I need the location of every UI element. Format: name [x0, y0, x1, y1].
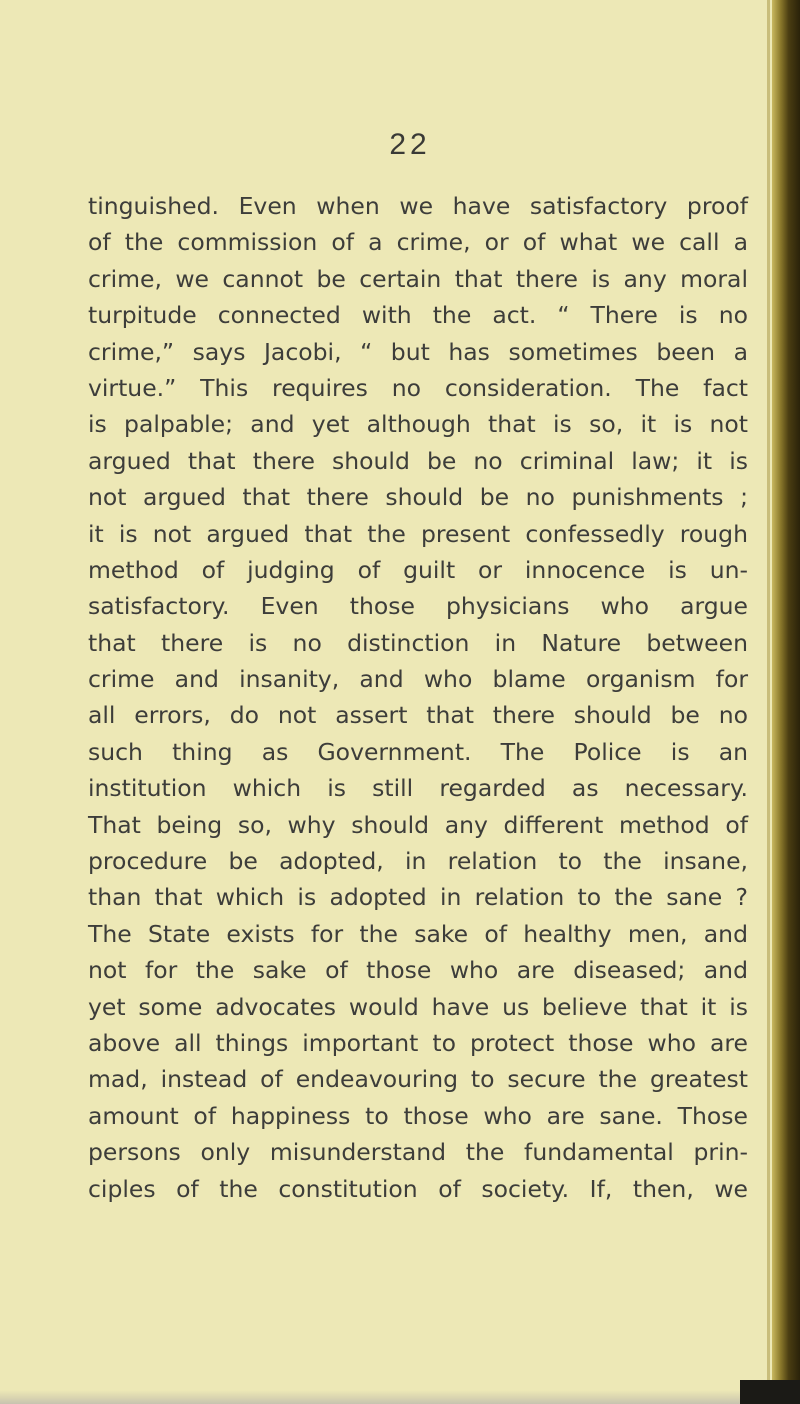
scan-corner-shadow: [740, 1380, 800, 1404]
text-line: virtue.” This requires no consideration. The fact: [88, 373, 748, 402]
text-line: yet some advocates would have us believe that it is: [88, 992, 748, 1021]
book-binding-edge: [772, 0, 800, 1404]
text-line: satisfactory. Even those physicians who argue: [88, 592, 748, 621]
text-line: procedure be adopted, in relation to the insane,: [88, 847, 748, 876]
text-line: that there is no distinction in Nature between: [88, 628, 748, 657]
page-bottom-edge: [0, 1390, 800, 1404]
text-line: all errors, do not assert that there should be no: [88, 701, 748, 730]
text-line: crime and insanity, and who blame organism for: [88, 665, 748, 694]
text-line: not argued that there should be no punishments ;: [88, 483, 748, 512]
text-line: such thing as Government. The Police is an: [88, 737, 748, 766]
text-line: of the commission of a crime, or of what we call a: [88, 228, 748, 257]
text-line: it is not argued that the present confessedly rough: [88, 519, 748, 548]
text-line: amount of happiness to those who are sane. Those: [88, 1101, 748, 1130]
text-line: ciples of the constitution of society. If, then, we: [88, 1174, 748, 1203]
text-line: institution which is still regarded as necessary.: [88, 774, 748, 803]
page-number: 22: [389, 128, 431, 161]
text-line: crime, we cannot be certain that there is any moral: [88, 264, 748, 293]
text-line: crime,” says Jacobi, “ but has sometimes been a: [88, 337, 748, 366]
text-line: tinguished. Even when we have satisfactory proof: [88, 192, 748, 220]
text-line: than that which is adopted in relation to the sane ?: [88, 883, 748, 912]
text-line: mad, instead of endeavouring to secure the greatest: [88, 1065, 748, 1094]
text-line: argued that there should be no criminal law; it is: [88, 446, 748, 475]
text-line: persons only misunderstand the fundamental prin-: [88, 1138, 748, 1167]
text-line: The State exists for the sake of healthy men, and: [88, 919, 748, 948]
body-text: [88, 188, 748, 1207]
text-line: is palpable; and yet although that is so, it is not: [88, 410, 748, 439]
binding-highlight: [767, 0, 770, 1404]
text-line: turpitude connected with the act. “ There is no: [88, 301, 748, 330]
text-line: That being so, why should any different method of: [88, 810, 748, 839]
text-line: method of judging of guilt or innocence is un-: [88, 555, 748, 584]
text-line: above all things important to protect those who are: [88, 1028, 748, 1057]
text-line: not for the sake of those who are diseased; and: [88, 956, 748, 985]
